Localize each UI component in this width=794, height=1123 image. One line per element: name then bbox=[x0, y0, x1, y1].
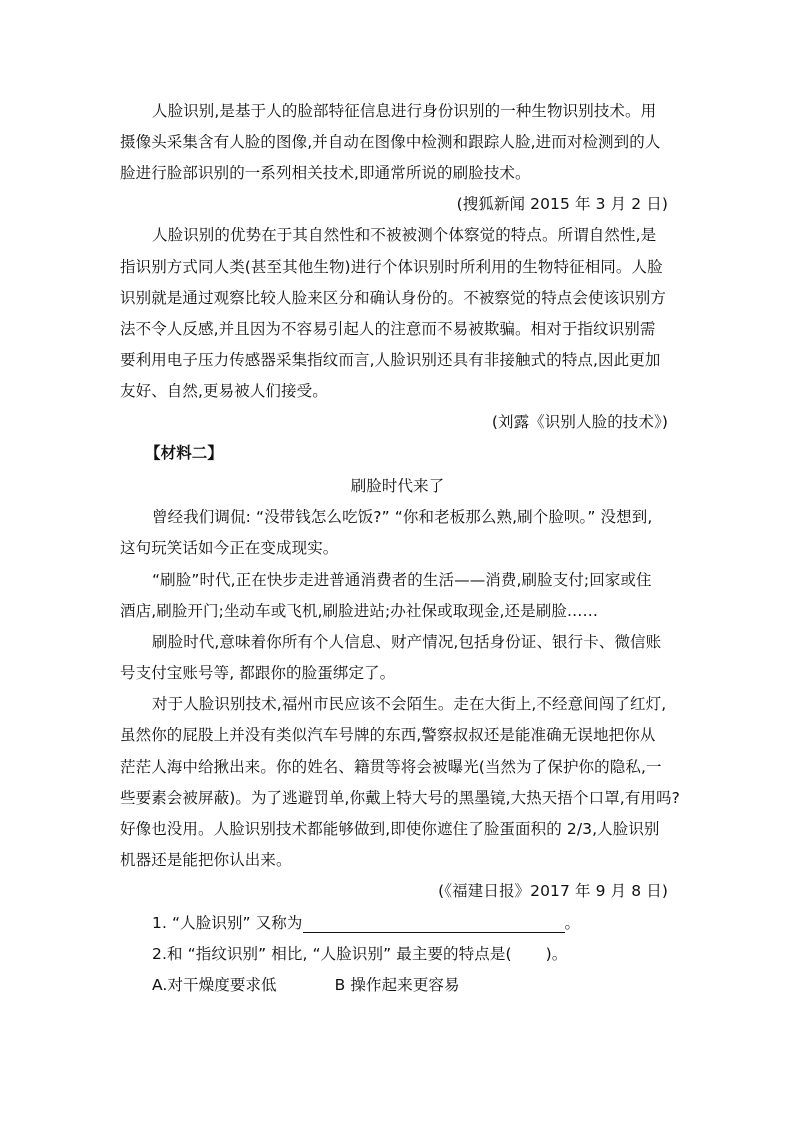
material-2-title: 刷脸时代来了 bbox=[350, 477, 445, 495]
option-a[interactable]: A.对干燥度要求低 bbox=[152, 976, 277, 994]
m1-p1-line-1: 人脸识别,是基于人的脸部特征信息进行身份识别的一种生物识别技术。用 bbox=[152, 102, 657, 120]
question-2-options bbox=[152, 975, 712, 995]
m1-p1-line-2: 摄像头采集含有人脸的图像,并自动在图像中检测和跟踪人脸,进而对检测到的人 bbox=[120, 133, 661, 151]
question-2-text: 2.和 “指纹识别” 相比, “人脸识别” 最主要的特点是( bbox=[152, 945, 512, 963]
m2-p4-line-4: 些要素会被屏蔽)。为了逃避罚单,你戴上特大号的黑墨镜,大热天捂个口罩,有用吗? bbox=[120, 789, 680, 807]
m1-p2-line-5: 要利用电子压力传感器采集指纹而言,人脸识别还具有非接触式的特点,因此更加 bbox=[120, 351, 661, 369]
m1-p2-line-6: 友好、自然,更易被人们接受。 bbox=[120, 382, 328, 400]
material-2-label: 【材料二】 bbox=[145, 444, 224, 462]
m1-p2-line-4: 法不令人反感,并且因为不容易引起人的注意而不易被欺骗。相对于指纹识别需 bbox=[120, 320, 656, 338]
m1-source-2: (刘露《识别人脸的技术》) bbox=[491, 413, 668, 431]
question-1-text: 1. “人脸识别” 又称为 bbox=[152, 914, 303, 932]
m2-p2-line-2: 酒店,刷脸开门;坐动车或飞机,刷脸进站;办社保或取现金,还是刷脸…… bbox=[120, 602, 599, 620]
m1-p1-line-3: 脸进行脸部识别的一系列相关技术,即通常所说的刷脸技术。 bbox=[120, 164, 531, 182]
m2-p3-line-1: 刷脸时代,意味着你所有个人信息、财产情况,包括身份证、银行卡、微信账 bbox=[152, 633, 662, 651]
m1-p2-line-1: 人脸识别的优势在于其自然性和不被被测个体察觉的特点。所谓自然性,是 bbox=[152, 226, 657, 244]
m2-p1-line-2: 这句玩笑话如今正在变成现实。 bbox=[120, 539, 339, 557]
m2-p2-line-1: “刷脸”时代,正在快步走进普通消费者的生活——消费,刷脸支付;回家或住 bbox=[152, 571, 652, 589]
question-1 bbox=[152, 913, 712, 933]
m1-p2-line-3: 识别就是通过观察比较人脸来区分和确认身份的。不被察觉的特点会使该识别方 bbox=[120, 289, 667, 307]
m2-p1-line-1: 曾经我们调侃: “没带钱怎么吃饭?” “你和老板那么熟,刷个脸呗。” 没想到, bbox=[152, 508, 653, 526]
question-1-end: 。 bbox=[564, 914, 581, 932]
m2-p4-line-3: 茫茫人海中给揪出来。你的姓名、籍贯等将会被曝光(当然为了保护你的隐私,一 bbox=[120, 758, 662, 776]
m2-p4-line-6: 机器还是能把你认出来。 bbox=[120, 851, 292, 869]
option-b[interactable]: B 操作起来更容易 bbox=[334, 976, 460, 994]
m2-source: (《福建日报》2017 年 9 月 8 日) bbox=[438, 882, 668, 900]
m2-p4-line-5: 好像也没用。人脸识别技术都能够做到,即使你遮住了脸蛋面积的 2/3,人脸识别 bbox=[120, 820, 660, 838]
question-2-end: )。 bbox=[545, 945, 568, 963]
m2-p3-line-2: 号支付宝账号等, 都跟你的脸蛋绑定了。 bbox=[120, 664, 396, 682]
m2-p4-line-2: 虽然你的屁股上并没有类似汽车号牌的东西,警察叔叔还是能准确无误地把你从 bbox=[120, 726, 656, 744]
question-1-answer-blank[interactable] bbox=[303, 915, 565, 933]
m2-p4-line-1: 对于人脸识别技术,福州市民应该不会陌生。走在大街上,不经意间闯了红灯, bbox=[152, 695, 667, 713]
m1-p2-line-2: 指识别方式同人类(甚至其他生物)进行个体识别时所利用的生物特征相同。人脸 bbox=[120, 258, 663, 276]
m1-source-1: (搜狐新闻 2015 年 3 月 2 日) bbox=[456, 195, 668, 213]
question-2 bbox=[152, 944, 712, 964]
